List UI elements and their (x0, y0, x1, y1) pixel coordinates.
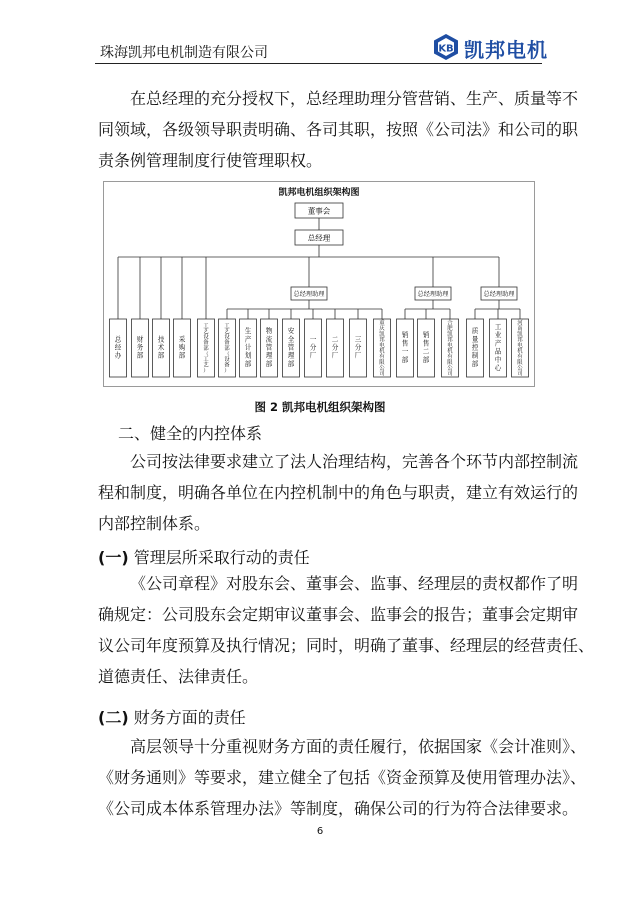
section2-line: 内部控制体系。 (98, 514, 211, 533)
section2-line: 程和制度，明确各单位在内控机制中的角色与职责，建立有效运行的 (98, 483, 579, 502)
department-label: 工艺设备部（设备） (224, 323, 230, 375)
department-label: 二分厂 (331, 335, 339, 360)
department-label: 质量控制部 (471, 327, 479, 368)
department-label: 工艺设备部（工艺） (203, 323, 209, 375)
kb-logo-icon (434, 34, 458, 60)
logo-text: 凯邦电机 (464, 38, 548, 62)
subsection-title: 财务方面的责任 (133, 708, 246, 727)
sub2-line: 高层领导十分重视财务方面的责任履行，依据国家《会计准则》、 (130, 737, 587, 756)
subsection-number: (一) (98, 548, 129, 567)
section-heading: 二、健全的内控体系 (118, 424, 263, 443)
board-label: 董事会 (307, 206, 331, 216)
department-label: 工业产品中心 (494, 323, 502, 372)
assistant-label: 总经理助理 (417, 291, 449, 299)
sub2-line: 《公司成本体系管理办法》等制度，确保公司的行为符合法律要求。 (98, 799, 579, 818)
department-label: 三分厂 (354, 335, 362, 360)
department-label: 一分厂 (309, 335, 317, 360)
department-label: 安全管理部 (287, 327, 295, 368)
intro-line: 在总经理的充分授权下，总经理助理分管营销、生产、质量等不 (130, 89, 579, 108)
figure-caption: 图 2 凯邦电机组织架构图 (254, 400, 386, 414)
header-company-name: 珠海凯邦电机制造有限公司 (100, 45, 268, 61)
subsection-number: (二) (98, 708, 129, 727)
department-label: 总经办 (114, 335, 122, 360)
department-label: 河南凯邦电机有限公司 (517, 320, 523, 377)
department-label: 物流管理部 (265, 327, 273, 368)
intro-line: 同领域，各级领导职责明确、各司其职，按照《公司法》和公司的职 (98, 120, 579, 139)
page-number: 6 (316, 826, 324, 837)
sub1-line: 《公司章程》对股东会、董事会、监事、经理层的责权都作了明 (130, 574, 579, 593)
sub1-paragraph (98, 568, 595, 692)
org-chart-title: 凯邦电机组织架构图 (278, 188, 360, 198)
intro-paragraph (98, 83, 579, 176)
subsection-heading-2 (98, 705, 246, 728)
org-chart-figure (103, 181, 535, 387)
sub1-line: 确规定：公司股东会定期审议董事会、监事会的报告；董事会定期审 (98, 605, 579, 624)
section2-paragraph (98, 446, 579, 539)
subsection-title: 管理层所采取行动的责任 (133, 548, 310, 567)
header-divider (95, 63, 542, 64)
gm-label: 总经理 (307, 233, 331, 243)
department-label: 销售一部 (401, 331, 409, 364)
department-label: 合肥凯邦电机有限公司 (447, 320, 453, 377)
assistant-label: 总经理助理 (483, 291, 515, 299)
department-label: 生产计划部 (244, 327, 252, 368)
sub1-line: 议公司年度预算及执行情况；同时，明确了董事、经理层的经营责任、 (98, 636, 595, 655)
department-label: 技术部 (157, 335, 165, 360)
department-label: 销售二部 (422, 331, 430, 364)
department-label: 重庆凯邦电机有限公司 (379, 320, 385, 377)
sub1-line: 道德责任、法律责任。 (98, 667, 259, 686)
sub2-line: 《财务通则》等要求，建立健全了包括《资金预算及使用管理办法》、 (98, 768, 587, 787)
subsection-heading-1 (98, 545, 310, 568)
logo-letters: KB (438, 43, 454, 55)
section2-line: 公司按法律要求建立了法人治理结构，完善各个环节内部控制流 (130, 452, 579, 471)
department-label: 财务部 (136, 335, 144, 360)
department-label: 采购部 (178, 335, 186, 360)
intro-line: 责条例管理制度行使管理职权。 (98, 151, 323, 170)
sub2-paragraph (98, 731, 587, 824)
assistant-label: 总经理助理 (293, 291, 325, 299)
